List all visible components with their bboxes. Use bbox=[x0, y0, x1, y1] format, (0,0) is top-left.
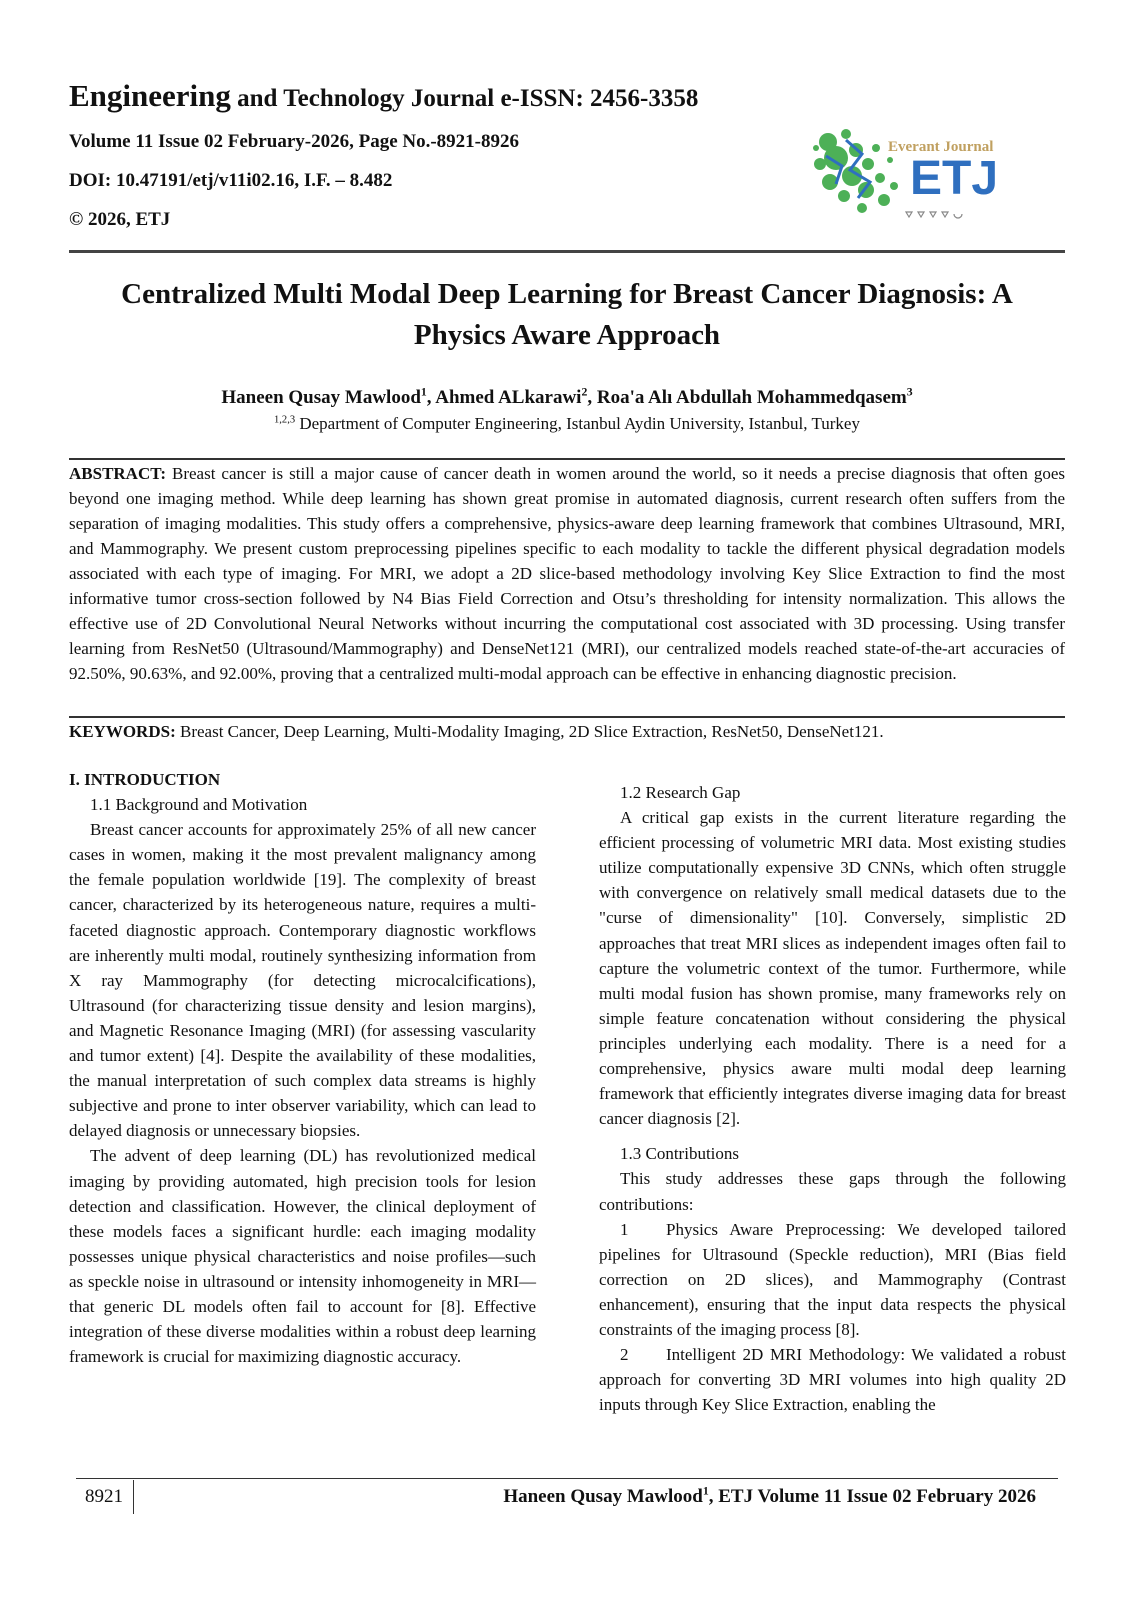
volume-line: Volume 11 Issue 02 February-2026, Page No.-8921-8926 bbox=[69, 131, 519, 152]
right-column bbox=[599, 780, 1066, 1417]
paragraph: A critical gap exists in the current literature regarding the efficient processing of volumetric MRI data. Most existing studies utilize computationally expensive 3D CNNs, which often struggle with convergence on relatively small medical datasets due to the "curse of dimensionality" [10]. Conversely, simplistic 2D approaches that treat MRI slices as independent images often fail to capture the volumetric context of the tumor. Furthermore, while multi modal fusion has shown promise, many frameworks rely on simple feature concatenation without considering the physical principles underlying each modality. There is a need for a comprehensive, physics aware multi modal deep learning framework that efficiently integrates diverse imaging data for breast cancer diagnosis [2]. bbox=[599, 808, 1066, 1129]
author-list bbox=[69, 386, 1065, 410]
author-3-sup: 3 bbox=[906, 385, 913, 399]
subheading-background: 1.1 Background and Motivation bbox=[90, 795, 308, 815]
list-item-number: 1 bbox=[620, 1219, 629, 1239]
list-item-text: Intelligent 2D MRI Methodology: We validated a robust approach for converting 3D MRI volumes into high quality 2D inputs through Key Slice Extraction, enabling the bbox=[599, 1345, 1066, 1415]
paper-title-line-2: Physics Aware Approach bbox=[413, 319, 721, 351]
paragraph: This study addresses these gaps through the following contributions: bbox=[599, 1169, 1066, 1214]
list-item-number: 2 bbox=[620, 1345, 629, 1365]
author-3: , Roa'a Alı Abdullah Mohammedqasem bbox=[587, 387, 907, 408]
journal-title-big: Engineering bbox=[69, 78, 231, 113]
page-number: 8921 bbox=[85, 1486, 123, 1507]
author-1: Haneen Qusay Mawlood bbox=[221, 387, 421, 408]
running-footer-author: Haneen Qusay Mawlood bbox=[503, 1486, 703, 1507]
paragraph: The advent of deep learning (DL) has revolutionized medical imaging by providing automated, high precision tools for lesion detection and classification. However, the clinical deployment of these models faces a significant hurdle: each imaging modality possesses unique physical characteristics and noise profiles—such as speckle noise in ultrasound or intensity inhomogeneity in MRI—that generic DL models often fail to account for [8]. Effective integration of these diverse modalities within a robust deep learning framework is crucial for maximizing diagnostic accuracy. bbox=[69, 1146, 536, 1367]
section-heading-introduction: I. INTRODUCTION bbox=[69, 770, 221, 789]
author-2-sup: 2 bbox=[581, 385, 588, 399]
subheading-research-gap: 1.2 Research Gap bbox=[620, 783, 741, 802]
abstract-rule-bottom bbox=[69, 716, 1065, 718]
affiliation-sup: 1,2,3 bbox=[274, 414, 296, 426]
keywords-text: Breast Cancer, Deep Learning, Multi-Modality Imaging, 2D Slice Extraction, ResNet50, DenseNet121. bbox=[175, 722, 884, 741]
author-2: , Ahmed ALkarawi bbox=[426, 387, 582, 408]
list-item-text: Physics Aware Preprocessing: We developed tailored pipelines for Ultrasound (Speckle reduction), MRI (Bias field correction on 2D slices), and Mammography (Contrast enhancement), ensuring that the input data respects the physical constraints of the imaging process [8]. bbox=[599, 1219, 1066, 1339]
footer-divider bbox=[133, 1480, 134, 1514]
author-1-sup: 1 bbox=[420, 385, 427, 399]
journal-title bbox=[69, 80, 698, 115]
header-rule bbox=[69, 250, 1065, 253]
running-footer-sup: 1 bbox=[702, 1484, 709, 1498]
abstract-rule-top bbox=[69, 458, 1065, 460]
subheading-contributions: 1.3 Contributions bbox=[620, 1144, 740, 1164]
doi-line: DOI: 10.47191/etj/v11i02.16, I.F. – 8.482 bbox=[69, 170, 393, 191]
paper-title-line-1: Centralized Multi Modal Deep Learning for Breast Cancer Diagnosis: A bbox=[121, 278, 1013, 310]
left-column bbox=[69, 767, 536, 1369]
journal-logo bbox=[806, 120, 1018, 226]
keywords-label: KEYWORDS: bbox=[69, 722, 176, 741]
etj-logo-icon bbox=[806, 120, 1018, 226]
list-item bbox=[599, 1217, 1066, 1342]
abstract-label: ABSTRACT: bbox=[69, 464, 166, 483]
affiliation-text: Department of Computer Engineering, Istanbul Aydin University, Istanbul, Turkey bbox=[295, 414, 860, 433]
paper-title bbox=[69, 274, 1065, 356]
keywords bbox=[69, 719, 1065, 744]
paragraph: Breast cancer accounts for approximately 25% of all new cancer cases in women, making it the most prevalent malignancy among the female population worldwide [19]. The complexity of breast cancer, characterized by its heterogeneous nature, requires a multi-faceted diagnostic approach. Contemporary diagnostic workflows are inherently multi modal, routinely synthesizing information from X ray Mammography (for detecting microcalcifications), Ultrasound (for characterizing tissue density and lesion margins), and Magnetic Resonance Imaging (MRI) (for assessing vascularity and tumor extent) [4]. Despite the availability of these modalities, the manual interpretation of such complex data streams is highly subjective and prone to inter observer variability, which can lead to delayed diagnosis or unnecessary biopsies. bbox=[69, 820, 536, 1141]
list-item bbox=[599, 1342, 1066, 1417]
logo-text-main: ETJ bbox=[910, 152, 999, 205]
journal-title-rest: and Technology Journal e-ISSN: 2456-3358 bbox=[230, 85, 699, 112]
running-footer-rest: , ETJ Volume 11 Issue 02 February 2026 bbox=[708, 1486, 1036, 1507]
footer-rule bbox=[76, 1478, 1058, 1479]
affiliation bbox=[69, 413, 1065, 435]
running-footer bbox=[503, 1484, 1036, 1510]
logo-text-top: Everant Journal bbox=[888, 139, 994, 155]
abstract bbox=[69, 461, 1065, 686]
abstract-text: Breast cancer is still a major cause of cancer death in women around the world, so it needs a precise diagnosis that often goes beyond one imaging method. While deep learning has shown great promise in automated diagnosis, current research often suffers from the separation of imaging modalities. This study offers a comprehensive, physics-aware deep learning framework that combines Ultrasound, MRI, and Mammography. We present custom preprocessing pipelines specific to each modality to tackle the different physical degradation models associated with each type of imaging. For MRI, we adopt a 2D slice-based methodology involving Key Slice Extraction to find the most informative tumor cross-section followed by N4 Bias Field Correction and Otsu’s thresholding for intensity normalization. This allows the effective use of 2D Convolutional Neural Networks without incurring the computational cost associated with 3D processing. Using transfer learning from ResNet50 (Ultrasound/Mammography) and DenseNet121 (MRI), our centralized models reached state-of-the-art accuracies of 92.50%, 90.63%, and 92.00%, proving that a centralized multi-modal approach can be effective in enhancing diagnostic precision. bbox=[69, 464, 1065, 683]
copyright-line: © 2026, ETJ bbox=[69, 209, 171, 230]
